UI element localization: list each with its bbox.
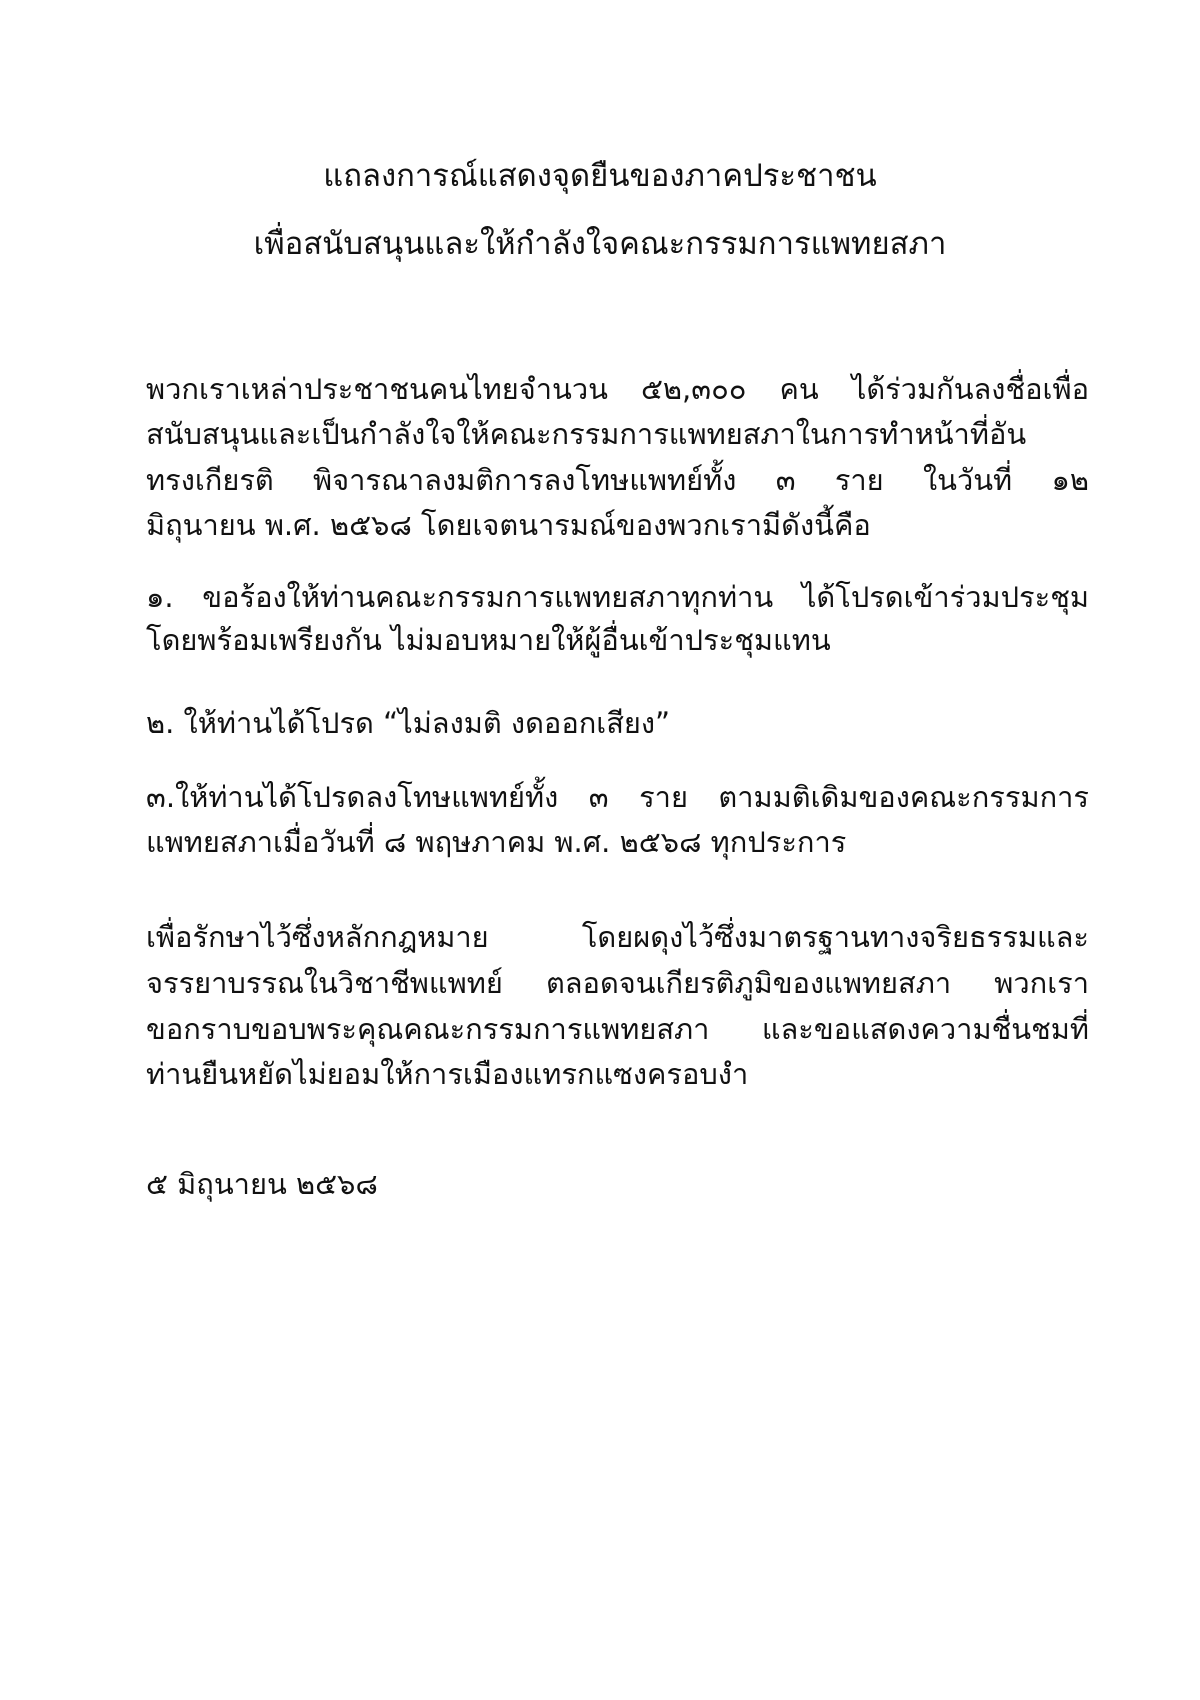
text-line: สนับสนุนและเป็นกำลังใจให้คณะกรรมการแพทยสภาในการทำหน้าที่อัน [146, 417, 1027, 451]
text-line: ๒. ให้ท่านได้โปรด “ไม่ลงมติ งดออกเสียง” [146, 706, 671, 740]
title-line: แถลงการณ์แสดงจุดยืนของภาคประชาชน [323, 158, 877, 194]
text-line: เพื่อรักษาไว้ซึ่งหลักกฎหมาย โดยผดุงไว้ซึ่งมาตรฐานทางจริยธรรมและ [146, 920, 1089, 954]
title-line: เพื่อสนับสนุนและให้กำลังใจคณะกรรมการแพทยสภา [253, 226, 947, 262]
text-line: ๓.ให้ท่านได้โปรดลงโทษแพทย์ทั้ง ๓ ราย ตามมติเดิมของคณะกรรมการ [146, 780, 1089, 814]
text-line: แพทยสภาเมื่อวันที่ ๘ พฤษภาคม พ.ศ. ๒๕๖๘ ทุกประการ [146, 825, 847, 859]
text-line: ๑. ขอร้องให้ท่านคณะกรรมการแพทยสภาทุกท่าน ได้โปรดเข้าร่วมประชุม [146, 580, 1089, 614]
text-line: โดยพร้อมเพรียงกัน ไม่มอบหมายให้ผู้อื่นเข้าประชุมแทน [146, 623, 831, 657]
text-line: ขอกราบขอบพระคุณคณะกรรมการแพทยสภา และขอแสดงความชื่นชมที่ [146, 1012, 1089, 1046]
document-date: ๕ มิถุนายน ๒๕๖๘ [146, 1167, 378, 1201]
text-line: มิถุนายน พ.ศ. ๒๕๖๘ โดยเจตนารมณ์ของพวกเรามีดังนี้คือ [146, 508, 871, 542]
text-line: จรรยาบรรณในวิชาชีพแพทย์ ตลอดจนเกียรติภูมิของแพทยสภา พวกเรา [146, 966, 1089, 1000]
text-line: ท่านยืนหยัดไม่ยอมให้การเมืองแทรกแซงครอบงำ [146, 1057, 749, 1091]
text-line: พวกเราเหล่าประชาชนคนไทยจำนวน ๕๒,๓๐๐ คน ได้ร่วมกันลงชื่อเพื่อ [146, 372, 1089, 406]
text-line: ทรงเกียรติ พิจารณาลงมติการลงโทษแพทย์ทั้ง ๓ ราย ในวันที่ ๑๒ [146, 463, 1089, 497]
